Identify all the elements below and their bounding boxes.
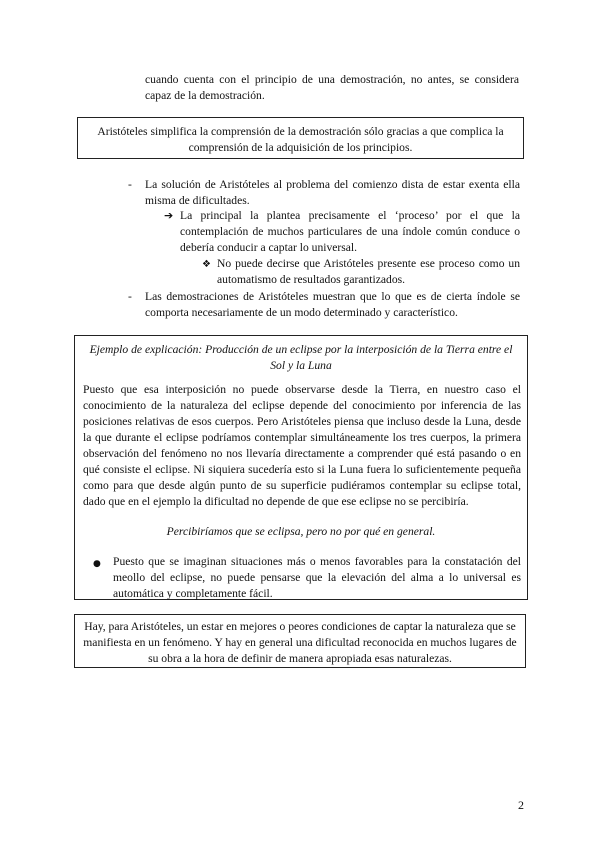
dash-bullet: -	[128, 178, 132, 191]
example-paragraph: Puesto que esa interposición no puede observarse desde la Tierra, en nuestro caso el conocimiento de la naturaleza del eclipse depende del conocimiento por inferencia de las posiciones relativas de esos cuerpos. Pero Aristóteles piensa que incluso desde la Luna, desde la que durante el eclipse podríamos contemplar simultáneamente los tres cuerpos, la primera observación del fenómeno no nos llevaría directamente a comprender qué está pasando o en qué consiste el eclipse. Ni siquiera sucedería esto si la Luna fuera lo suficientemente pequeña como para que desde algún punto de su superficie pudiéramos contemplar su eclipse total, dado que en el ejemplo la dificultad no depende de que ese eclipse no se percibiría.	[83, 383, 521, 508]
bullet-icon: ●	[93, 559, 101, 569]
example-box	[74, 335, 528, 600]
page-number: 2	[518, 798, 524, 812]
summary-box-2-text: Hay, para Aristóteles, un estar en mejores o peores condiciones de captar la naturaleza que se manifiesta en un fenómeno. Y hay en general una dificultad reconocida en muchos lugares de su obra a la hora de definir de manera apropiada esas naturalezas.	[83, 620, 517, 665]
diamond-icon: ❖	[202, 259, 211, 270]
list-item-2: Las demostraciones de Aristóteles muestran que lo que es de cierta índole se comporta necesariamente de un modo determinado y característico.	[145, 290, 520, 319]
summary-box-1-text: Aristóteles simplifica la comprensión de la demostración sólo gracias a que complica la comprensión de la adquisición de los principios.	[97, 125, 504, 154]
intro-paragraph: cuando cuenta con el principio de una demostración, no antes, se considera capaz de la demostración.	[145, 73, 519, 102]
example-quote: Percibiríamos que se eclipsa, pero no por qué en general.	[166, 525, 436, 538]
list-item-1: La solución de Aristóteles al problema del comienzo dista de estar exenta ella misma de dificultades.	[145, 178, 520, 207]
example-bullet-text: Puesto que se imaginan situaciones más o menos favorables para la constatación del meollo del eclipse, no puede pensarse que la elevación del alma a lo universal es automática y completamente fácil.	[113, 555, 521, 600]
summary-box-2	[74, 614, 526, 668]
dash-bullet: -	[128, 290, 132, 303]
sub-sub-item-diamond: No puede decirse que Aristóteles presente ese proceso como un automatismo de resultados garantizados.	[217, 257, 520, 286]
summary-box-1	[77, 117, 524, 159]
arrow-icon: ➔	[164, 209, 174, 222]
example-title: Ejemplo de explicación: Producción de un eclipse por la interposición de la Tierra entre el Sol y la Luna	[89, 343, 513, 372]
sub-item-arrow: La principal la plantea precisamente el ‘proceso’ por el que la contemplación de muchos particulares de una índole común conduce o debería conducir a captar lo universal.	[180, 209, 520, 254]
